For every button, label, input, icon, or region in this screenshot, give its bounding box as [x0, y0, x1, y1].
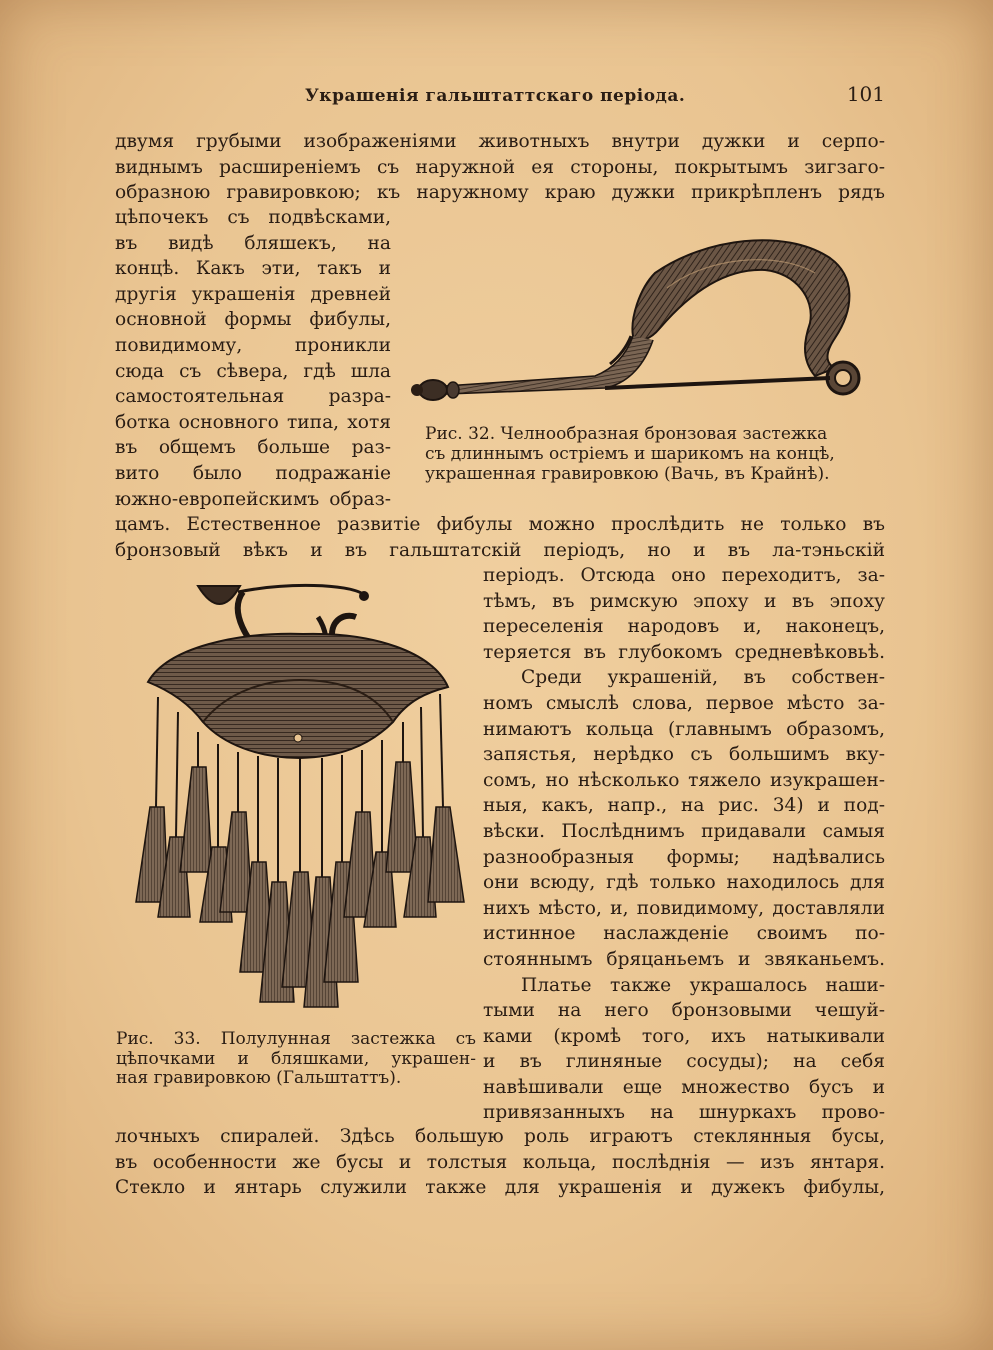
text-line: тѣмъ, въ римскую эпоху и въ эпоху: [483, 590, 885, 612]
text-line: Среди украшеній, въ собствен-: [521, 667, 885, 689]
paragraph-right-column: [483, 563, 885, 1126]
text-line: вито было подражаніе: [115, 462, 391, 484]
text-line: въ видѣ бляшекъ, на: [115, 232, 391, 254]
text-line: виднымъ расширеніемъ съ наружной ея стороны, покрытымъ зигзаго-: [115, 156, 885, 178]
text-line: они всюду, гдѣ только находилось для: [483, 872, 885, 894]
text-line: ками (кромѣ того, ихъ натыкивали: [483, 1025, 885, 1047]
text-line: запястья, нерѣдко съ большимъ вку-: [483, 744, 885, 766]
caption-line: цѣпочками и бляшками, украшен-: [116, 1048, 476, 1069]
text-line: въ особенности же бусы и толстыя кольца, послѣднія — изъ янтаря.: [115, 1151, 885, 1173]
text-line: основной формы фибулы,: [115, 309, 391, 331]
text-line: другія украшенія древней: [115, 283, 391, 305]
paragraph-top: [115, 129, 885, 206]
caption-line: ная гравировкою (Гальштаттъ).: [116, 1068, 402, 1088]
text-line: Платье также украшалось наши-: [521, 974, 885, 996]
paragraph-bottom: [115, 1124, 885, 1201]
caption-line: Рис. 32. Челнообразная бронзовая застежка: [425, 424, 828, 444]
figure-33-crescent-brooch-illustration: [128, 572, 473, 1017]
running-title: Украшенія гальштаттскаго періода.: [305, 86, 686, 106]
text-line: самостоятельная разра-: [115, 386, 391, 408]
figure-33-caption: [116, 1030, 476, 1089]
figure-32-fibula-illustration: [405, 228, 875, 418]
text-line: повидимому, проникли: [115, 334, 391, 356]
text-line: лочныхъ спиралей. Здѣсь большую роль играютъ стеклянныя бусы,: [115, 1126, 885, 1147]
text-line: вѣски. Послѣднимъ придавали самыя: [483, 820, 885, 842]
text-line: теряется въ глубокомъ средневѣковьѣ.: [483, 641, 885, 663]
text-line: образною гравировкою; къ наружному краю дужки прикрѣпленъ рядъ: [115, 182, 885, 204]
text-line: нимаютъ кольца (главнымъ образомъ,: [483, 718, 885, 740]
caption-line: съ длиннымъ остріемъ и шарикомъ на концѣ,: [425, 444, 835, 464]
text-line: истинное наслажденіе своимъ по-: [483, 923, 885, 945]
paragraph-left-column: [115, 205, 391, 512]
text-line: бронзовый вѣкъ и въ гальштатскій періодъ, но и въ ла-тэньскій: [115, 539, 885, 561]
text-line: въ общемъ больше раз-: [115, 437, 391, 459]
caption-line: Рис. 33. Полулунная застежка съ: [116, 1029, 476, 1049]
text-line: и въ глиняные сосуды); на себя: [483, 1051, 885, 1073]
text-line: стояннымъ бряцаньемъ и звяканьемъ.: [483, 948, 885, 970]
text-line: тыми на него бронзовыми чешуй-: [483, 1000, 885, 1022]
caption-line: украшенная гравировкою (Вачь, въ Крайнѣ).: [425, 464, 830, 484]
text-line: сюда съ сѣвера, гдѣ шла: [115, 360, 391, 382]
paragraph-mid: [115, 512, 885, 563]
text-line: сомъ, но нѣсколько тяжело изукрашен-: [483, 769, 885, 791]
text-line: нихъ мѣсто, и, повидимому, доставляли: [483, 897, 885, 919]
text-line: навѣшивали еще множество бусъ и: [483, 1076, 885, 1098]
page-number: 101: [846, 82, 885, 106]
figure-32-caption: [425, 424, 875, 484]
text-line: переселенія народовъ и, наконецъ,: [483, 616, 885, 638]
text-line: южно-европейскимъ образ-: [115, 488, 391, 510]
text-line: привязанныхъ на шнуркахъ прово-: [483, 1102, 885, 1124]
text-line: ныя, какъ, напр., на рис. 34) и под-: [483, 795, 885, 817]
text-line: ботка основного типа, хотя: [115, 411, 391, 433]
text-line: цѣпочекъ съ подвѣсками,: [115, 207, 391, 228]
text-line: номъ смыслѣ слова, первое мѣсто за-: [483, 692, 885, 714]
text-line: двумя грубыми изображеніями животныхъ внутри дужки и серпо-: [115, 131, 885, 152]
page-header: [115, 82, 885, 112]
text-line: концѣ. Какъ эти, такъ и: [115, 258, 391, 280]
text-line: разнообразныя формы; надѣвались: [483, 846, 885, 868]
text-line: цамъ. Естественное развитіе фибулы можно прослѣдить не только въ: [115, 514, 885, 535]
text-line: періодъ. Отсюда оно переходитъ, за-: [483, 565, 885, 586]
text-line: Стекло и янтарь служили также для украшенія и дужекъ фибулы,: [115, 1177, 885, 1199]
